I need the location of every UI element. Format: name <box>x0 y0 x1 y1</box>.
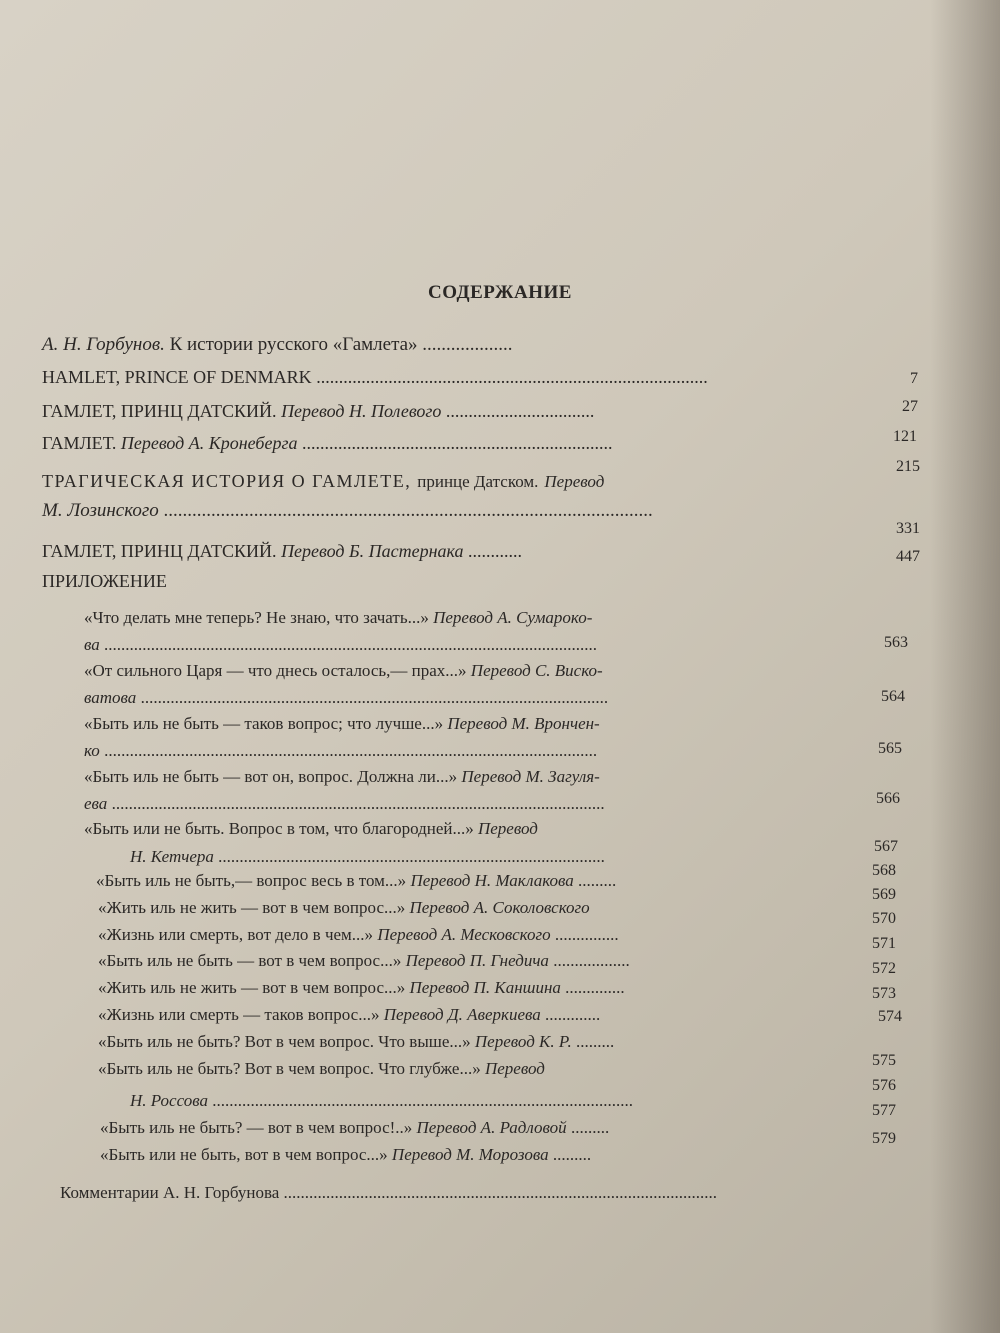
item-translator: Перевод А. Сумароко- <box>433 608 593 627</box>
item-translator: Перевод А. Радловой <box>416 1118 567 1137</box>
entry-translator: Перевод А. Кронеберга <box>120 433 298 453</box>
page-title: СОДЕРЖАНИЕ <box>428 282 572 303</box>
item-translator: Перевод М. Морозова <box>391 1145 549 1164</box>
appendix-item <box>84 713 600 735</box>
item-translator: Перевод А. Месковского <box>377 925 551 944</box>
item-translator: ва <box>84 635 100 654</box>
appendix-short-item <box>100 1117 609 1139</box>
item-translator: Перевод <box>477 819 538 838</box>
page-number: 564 <box>881 688 905 705</box>
page-number: 573 <box>872 985 896 1002</box>
appendix-item <box>84 766 600 788</box>
appendix-item-cont <box>84 740 597 762</box>
appendix-short-item <box>98 950 630 972</box>
page-number: 565 <box>878 740 902 757</box>
item-translator: ева <box>84 794 108 813</box>
item-leader: ......... <box>552 1145 592 1164</box>
page-number: 566 <box>876 790 900 807</box>
appendix-short-item <box>100 1144 591 1166</box>
item-translator: Перевод М. Загуля- <box>461 767 600 786</box>
entry-title: ТРАГИЧЕСКАЯ ИСТОРИЯ О ГАМЛЕТЕ, <box>42 471 412 491</box>
item-leader: .............. <box>565 978 625 997</box>
appendix-short-item <box>130 1090 633 1112</box>
item-leader: ......... <box>576 1032 615 1051</box>
entry-translator: Перевод Н. Полевого <box>281 401 442 421</box>
item-text: «От сильного Царя — что днесь осталось,— прах...» <box>84 661 467 680</box>
page-number: 563 <box>884 634 908 651</box>
toc-entry-intro <box>42 334 513 356</box>
page-number: 576 <box>872 1077 896 1094</box>
item-translator: Н. Россова <box>130 1091 208 1110</box>
entry-leader: ................... <box>422 334 513 355</box>
appendix-short-item <box>98 977 625 999</box>
item-leader: ......... <box>578 871 617 890</box>
entry-translator: Перевод <box>544 472 605 491</box>
toc-entry-lozinsky-cont <box>42 500 653 522</box>
appendix-item-cont <box>130 846 605 868</box>
item-leader: ............... <box>554 925 619 944</box>
item-leader: .................................................................................................................... <box>111 794 605 813</box>
toc-entry-lozinsky <box>42 470 604 493</box>
item-translator: ко <box>84 741 100 760</box>
toc-entry-pasternak <box>42 540 522 562</box>
toc-entry-polevoy <box>42 400 594 422</box>
appendix-item <box>84 818 538 840</box>
entry-title: ГАМЛЕТ, ПРИНЦ ДАТСКИЙ. <box>42 541 277 561</box>
entry-leader: ..................................................................... <box>301 433 613 453</box>
entry-translator: М. Лозинского <box>42 500 159 521</box>
appendix-short-item <box>98 1004 600 1026</box>
item-leader: ................................................................................................... <box>212 1091 633 1110</box>
item-text: «Быть или не быть. Вопрос в том, что благородней...» <box>84 819 474 838</box>
item-leader: .................. <box>553 951 630 970</box>
entry-title: ГАМЛЕТ. <box>42 433 117 453</box>
entry-title: HAMLET, PRINCE OF DENMARK <box>42 367 312 387</box>
appendix-item-cont <box>84 687 608 709</box>
item-leader: .................................................................................................................... <box>104 635 598 654</box>
item-translator: Перевод <box>484 1059 545 1078</box>
item-translator: Перевод К. Р. <box>474 1032 572 1051</box>
item-leader: ......... <box>570 1118 610 1137</box>
item-text: «Быть иль не быть? Вот в чем вопрос. Что выше...» <box>98 1032 471 1051</box>
item-leader: .............................................................................................................. <box>140 688 609 707</box>
item-translator: ватова <box>84 688 137 707</box>
item-leader: ........................................................................................... <box>218 847 605 866</box>
page-number: 568 <box>872 862 896 879</box>
item-text: «Быть иль не быть? — вот в чем вопрос!..» <box>100 1118 413 1137</box>
item-translator: Перевод М. Врончен- <box>447 714 600 733</box>
item-translator: Перевод Д. Аверкиева <box>383 1005 541 1024</box>
item-text: «Быть иль не быть,— вопрос весь в том...» <box>96 871 407 890</box>
page-number: 577 <box>872 1102 896 1119</box>
item-text: «Быть иль не быть — вот в чем вопрос...» <box>98 951 402 970</box>
appendix-item <box>84 660 603 682</box>
item-translator: Н. Кетчера <box>130 847 214 866</box>
item-text: «Быть иль не быть — вот он, вопрос. Должна ли...» <box>84 767 458 786</box>
entry-title: К истории русского «Гамлета» <box>169 334 418 355</box>
entry-leader: ....................................................................................................... <box>163 500 653 521</box>
item-text: «Жить иль не жить — вот в чем вопрос...» <box>98 978 406 997</box>
page-number: 572 <box>872 960 896 977</box>
entry-leader: ....................................................................................... <box>316 367 708 387</box>
page-number: 570 <box>872 910 896 927</box>
page-number: 569 <box>872 886 896 903</box>
item-text: «Жить иль не жить — вот в чем вопрос...» <box>98 898 406 917</box>
section-appendix: ПРИЛОЖЕНИЕ <box>42 571 167 591</box>
appendix-short-item <box>98 924 619 946</box>
item-translator: Перевод Н. Маклакова <box>410 871 574 890</box>
appendix-short-item <box>98 1031 614 1053</box>
entry-leader: ................................. <box>445 401 595 421</box>
appendix-item <box>84 607 592 629</box>
appendix-short-item <box>98 897 590 919</box>
page-number: 331 <box>896 520 920 537</box>
entry-translator: Перевод Б. Пастернака <box>281 541 464 561</box>
item-text: «Быть или не быть, вот в чем вопрос...» <box>100 1145 388 1164</box>
item-leader: .................................................................................................................... <box>104 741 598 760</box>
appendix-short-item <box>98 1058 545 1080</box>
page-number: 579 <box>872 1130 896 1147</box>
appendix-short-item <box>96 870 616 892</box>
page-number: 574 <box>878 1008 902 1025</box>
page-number: 27 <box>902 398 918 415</box>
page-number: 447 <box>896 548 920 565</box>
page-number: 215 <box>896 458 920 475</box>
item-translator: Перевод П. Каншина <box>409 978 561 997</box>
entry-author: А. Н. Горбунов. <box>42 334 165 355</box>
item-text: «Быть иль не быть? Вот в чем вопрос. Что глубже...» <box>98 1059 481 1078</box>
item-translator: Перевод П. Гнедича <box>405 951 549 970</box>
entry-title: Комментарии А. Н. Горбунова <box>60 1183 280 1202</box>
toc-entry-commentary <box>60 1182 717 1204</box>
page-edge-shadow <box>930 0 1000 1333</box>
entry-leader: ............ <box>467 541 522 561</box>
item-leader: ............. <box>545 1005 601 1024</box>
page-number: 567 <box>874 838 898 855</box>
toc-entry-kroneberg <box>42 432 612 454</box>
item-text: «Жизнь или смерть — таков вопрос...» <box>98 1005 380 1024</box>
page-number: 121 <box>893 428 917 445</box>
item-text: «Жизнь или смерть, вот дело в чем...» <box>98 925 374 944</box>
entry-leader: ...................................................................................................... <box>283 1183 718 1202</box>
toc-entry-hamlet-english <box>42 366 708 388</box>
entry-title: ГАМЛЕТ, ПРИНЦ ДАТСКИЙ. <box>42 401 277 421</box>
appendix-item-cont <box>84 634 597 656</box>
entry-subtitle: принце Датском. <box>417 472 539 491</box>
page-number: 571 <box>872 935 896 952</box>
item-translator: Перевод А. Соколовского <box>409 898 590 917</box>
appendix-item-cont <box>84 793 605 815</box>
item-translator: Перевод С. Виско- <box>470 661 603 680</box>
item-text: «Что делать мне теперь? Не знаю, что зачать...» <box>84 608 429 627</box>
page-number: 7 <box>910 370 918 387</box>
item-text: «Быть иль не быть — таков вопрос; что лучше...» <box>84 714 444 733</box>
page-number: 575 <box>872 1052 896 1069</box>
